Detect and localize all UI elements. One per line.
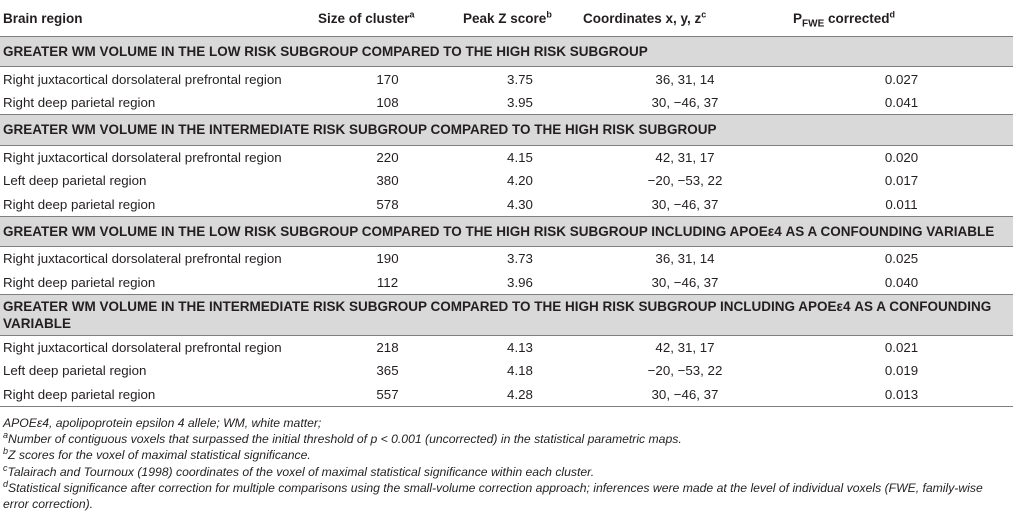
table-row: [0, 359, 1013, 382]
footnote-c: $^c$Talairach and Tournoux (1998) coordinates of the voxel of maximal statistical significance within each cluster.: [3, 462, 595, 479]
cell-p-fwe: 0.013: [790, 383, 1013, 407]
cell-coordinates: 36, 31, 14: [655, 71, 715, 87]
cell-brain-region: Right juxtacortical dorsolateral prefrontal region: [3, 251, 282, 267]
cell-peak-z: 3.73: [507, 251, 533, 267]
section-title: GREATER WM VOLUME IN THE LOW RISK SUBGROUP COMPARED TO THE HIGH RISK SUBGROUP INCLUDING APOEε4 AS A CONFOUNDING VARIABLE: [0, 216, 1013, 246]
header-coordinates: Coordinates x, y, $z^c$: [580, 0, 790, 37]
table-row: [0, 169, 1013, 192]
table-row: [0, 247, 1013, 271]
cell-cluster-size: 557: [315, 383, 460, 407]
cell-coordinates: 36, 31, 14: [655, 251, 715, 267]
table-row: [0, 335, 1013, 359]
table-body: [0, 37, 1013, 407]
cell-p-fwe: 0.011: [885, 196, 918, 212]
cell-coordinates: 42, 31, 17: [655, 149, 715, 165]
cell-peak-z: 4.13: [507, 340, 533, 356]
cell-cluster-size: 578: [376, 196, 399, 212]
cell-p-fwe: 0.021: [884, 340, 919, 356]
cell-p-fwe: 0.017: [884, 173, 919, 189]
cell-brain-region: Left deep parietal region: [3, 363, 147, 379]
table-row: [0, 67, 1013, 91]
cell-peak-z: 4.20: [507, 173, 533, 189]
table-row: [0, 192, 1013, 216]
section-title: GREATER WM VOLUME IN THE INTERMEDIATE RISK SUBGROUP COMPARED TO THE HIGH RISK SUBGROUP INCLUDING APOEε4 AS A CONFOUNDING VARIABLE: [0, 294, 1013, 335]
cell-peak-z: 4.30: [507, 196, 533, 212]
cell-brain-region: Right juxtacortical dorsolateral prefrontal region: [3, 149, 282, 165]
cell-cluster-size: 220: [376, 149, 399, 165]
table-row: [0, 271, 1013, 295]
cell-peak-z: 3.75: [507, 71, 533, 87]
cell-p-fwe: 0.027: [884, 71, 919, 87]
cell-p-fwe: 0.020: [884, 149, 919, 165]
cell-cluster-size: 108: [376, 94, 399, 110]
footnotes: [0, 407, 1013, 512]
section-header-row: [0, 216, 1013, 246]
cell-brain-region: Right juxtacortical dorsolateral prefrontal region: [3, 71, 282, 87]
cell-brain-region: Right deep parietal region: [3, 196, 156, 212]
header-peak-z: Peak Z score$^b$: [460, 0, 580, 37]
cell-peak-z: 3.95: [507, 94, 533, 110]
cell-coordinates: −20, −53, 22: [647, 173, 723, 189]
cell-p-fwe: 0.041: [884, 94, 919, 110]
cell-brain-region: Right deep parietal region: [3, 94, 156, 110]
cell-peak-z: 4.28: [460, 383, 580, 407]
header-row: [0, 0, 1013, 37]
cell-brain-region: Right juxtacortical dorsolateral prefrontal region: [3, 340, 282, 356]
cell-cluster-size: 190: [376, 251, 399, 267]
cell-brain-region: Right deep parietal region: [3, 274, 156, 290]
table-row: [0, 145, 1013, 169]
table-row: [0, 91, 1013, 115]
section-title: GREATER WM VOLUME IN THE LOW RISK SUBGROUP COMPARED TO THE HIGH RISK SUBGROUP: [0, 37, 1013, 67]
cell-cluster-size: 170: [376, 71, 399, 87]
cell-peak-z: 4.18: [507, 363, 533, 379]
cell-p-fwe: 0.019: [884, 363, 919, 379]
cell-coordinates: 30, −46, 37: [651, 196, 719, 212]
section-header-row: [0, 294, 1013, 335]
footnote-d: $^d$Statistical significance after correction for multiple comparisons using the small-volume correction approach; inferences were made at the level of individual voxels (FWE, family-wise error correction).: [3, 478, 983, 512]
cell-cluster-size: 218: [376, 340, 399, 356]
cell-cluster-size: 365: [376, 363, 399, 379]
cell-coordinates: 30, −46, 37: [651, 274, 719, 290]
section-header-row: [0, 37, 1013, 67]
cell-peak-z: 3.96: [507, 274, 533, 290]
header-brain-region: Brain region: [0, 0, 315, 37]
header-p-fwe: $P_{FWE}$ corrected$^d$: [790, 0, 1013, 37]
cell-p-fwe: 0.025: [884, 251, 919, 267]
cell-cluster-size: 112: [376, 274, 399, 290]
footnote-a: $^a$Number of contiguous voxels that surpassed the initial threshold of p < 0.001 (uncorrected) in the statistical parametric maps.: [3, 430, 682, 447]
cell-cluster-size: 380: [376, 173, 399, 189]
table-row: [0, 383, 1013, 407]
header-size-of-cluster: Size of cluster$^a$: [315, 0, 460, 37]
footnote-abbreviations: APOEε4, apolipoprotein epsilon 4 allele; WM, white matter;: [3, 416, 322, 431]
cell-coordinates: 30, −46, 37: [580, 383, 790, 407]
cell-coordinates: 30, −46, 37: [651, 94, 719, 110]
section-title: GREATER WM VOLUME IN THE INTERMEDIATE RISK SUBGROUP COMPARED TO THE HIGH RISK SUBGROUP: [0, 115, 1013, 145]
cell-p-fwe: 0.040: [884, 274, 919, 290]
cell-peak-z: 4.15: [507, 149, 533, 165]
cell-brain-region: Right deep parietal region: [0, 383, 315, 407]
section-header-row: [0, 115, 1013, 145]
cell-coordinates: 42, 31, 17: [655, 340, 715, 356]
cell-coordinates: −20, −53, 22: [647, 363, 723, 379]
cell-brain-region: Left deep parietal region: [3, 173, 147, 189]
footnote-b: $^b$Z scores for the voxel of maximal statistical significance.: [3, 446, 311, 463]
